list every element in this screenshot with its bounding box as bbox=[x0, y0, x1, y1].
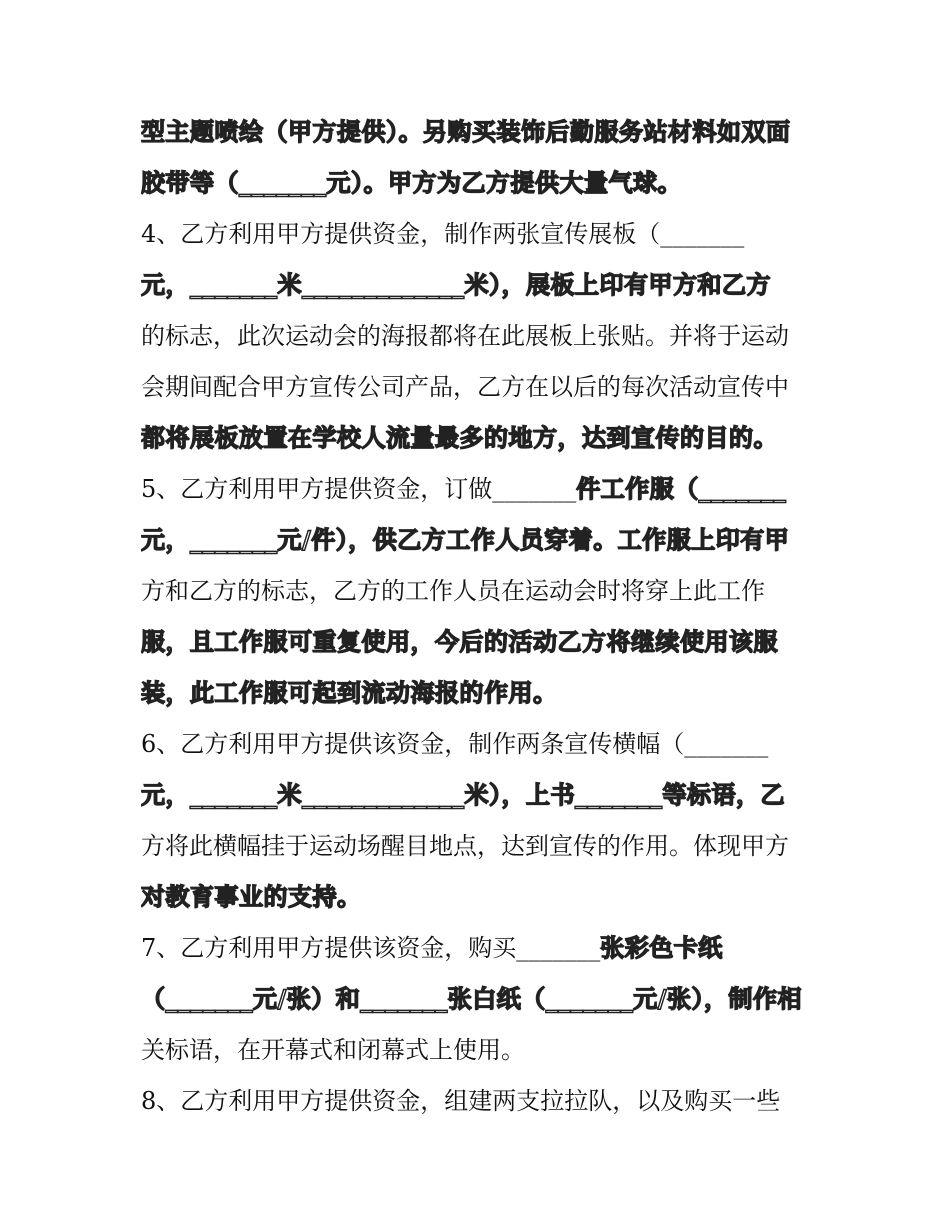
text-line-17 bbox=[141, 928, 831, 968]
text-segment: 关标语，在开幕式和闭幕式上使用。 bbox=[141, 1036, 525, 1064]
text-line-13 bbox=[141, 724, 831, 764]
text-segment: 元，_______元/件），供乙方工作人员穿着。工作服上印有甲 bbox=[141, 526, 790, 554]
text-segment: 会期间配合甲方宣传公司产品，乙方在以后的每次活动宣传中 bbox=[141, 373, 789, 401]
text-line-18 bbox=[141, 979, 831, 1019]
text-segment: 型主题喷绘（甲方提供）。另购买装饰后勤服务站材料如双面 bbox=[141, 118, 791, 146]
text-segment: 的标志，此次运动会的海报都将在此展板上张贴。并将于运动 bbox=[141, 322, 789, 350]
text-line-14 bbox=[141, 775, 831, 815]
text-line-1 bbox=[141, 112, 831, 152]
text-segment: 都将展板放置在学校人流量最多的地方，达到宣传的目的。 bbox=[141, 424, 778, 452]
text-line-3 bbox=[141, 214, 831, 254]
text-segment: 5、乙方利用甲方提供资金，订做_______ bbox=[141, 475, 577, 503]
text-line-10 bbox=[141, 571, 831, 611]
text-segment: 方和乙方的标志，乙方的工作人员在运动会时将穿上此工作 bbox=[141, 577, 765, 605]
text-line-20 bbox=[141, 1081, 831, 1121]
text-segment: 装，此工作服可起到流动海报的作用。 bbox=[141, 679, 558, 707]
text-segment: 张彩色卡纸 bbox=[600, 934, 723, 962]
text-segment: 6、乙方利用甲方提供该资金，制作两条宣传横幅（_______ bbox=[141, 730, 769, 758]
text-segment: 件工作服（_______ bbox=[576, 475, 787, 503]
text-line-5 bbox=[141, 316, 831, 356]
text-line-2 bbox=[141, 163, 831, 203]
text-segment: 胶带等（_______元）。甲方为乙方提供大量气球。 bbox=[141, 169, 682, 197]
text-segment: 7、乙方利用甲方提供该资金，购买_______ bbox=[141, 934, 601, 962]
text-line-9 bbox=[141, 520, 831, 560]
text-segment: （_______元/张）和_______张白纸（_______元/张），制作相 bbox=[141, 985, 803, 1013]
text-segment: 元，_______米_____________米），上书_______等标语，乙 bbox=[141, 781, 785, 809]
text-line-19 bbox=[141, 1030, 831, 1070]
text-line-7 bbox=[141, 418, 831, 458]
text-segment: 8、乙方利用甲方提供资金，组建两支拉拉队，以及购买一些 bbox=[141, 1087, 781, 1115]
text-line-11 bbox=[141, 622, 831, 662]
text-line-6 bbox=[141, 367, 831, 407]
text-line-4 bbox=[141, 265, 831, 305]
text-segment: 对教育事业的支持。 bbox=[141, 883, 362, 911]
text-line-12 bbox=[141, 673, 831, 713]
text-segment: 元，_______米_____________米），展板上印有甲方和乙方 bbox=[141, 271, 771, 299]
text-segment: 方将此横幅挂于运动场醒目地点，达到宣传的作用。体现甲方 bbox=[141, 832, 789, 860]
text-line-8 bbox=[141, 469, 831, 509]
text-segment: 服，且工作服可重复使用，今后的活动乙方将继续使用该服 bbox=[141, 628, 778, 656]
text-line-16 bbox=[141, 877, 831, 917]
text-segment: 4、乙方利用甲方提供资金，制作两张宣传展板（_______ bbox=[141, 220, 745, 248]
text-line-15 bbox=[141, 826, 831, 866]
